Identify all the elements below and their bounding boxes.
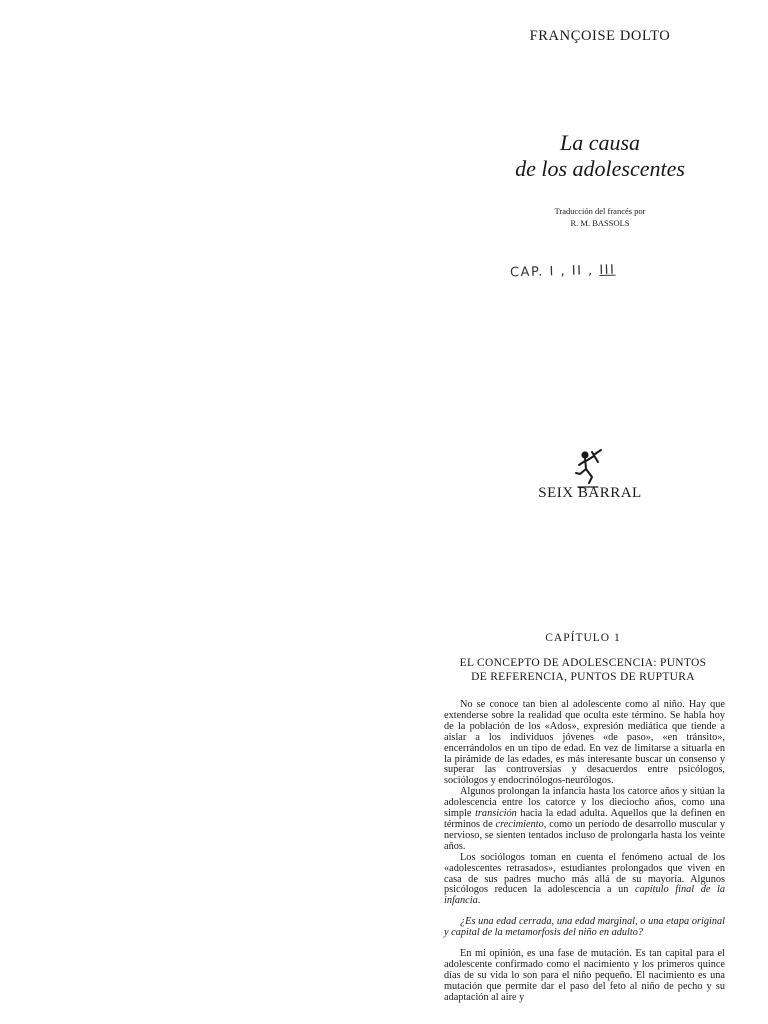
author-name: FRANÇOISE DOLTO bbox=[529, 28, 671, 44]
book-title bbox=[470, 130, 730, 182]
chapter-label: CAPÍTULO 1 bbox=[545, 632, 621, 644]
chapter-title bbox=[440, 656, 726, 684]
paragraph-2-part-c: hacia la edad adulta. Aquellos que la definen en términos de bbox=[444, 808, 726, 830]
translator-name: R. M. BASSOLS bbox=[570, 218, 630, 228]
handwritten-note bbox=[510, 263, 616, 281]
chapter-title-line-1: EL CONCEPTO DE ADOLESCENCIA: PUNTOS bbox=[459, 657, 707, 669]
publisher-name: SEIX BARRAL bbox=[538, 485, 642, 501]
chapter-body bbox=[444, 700, 725, 1004]
paragraph-3 bbox=[444, 853, 725, 908]
chapter-title-line-2: DE REFERENCIA, PUNTOS DE RUPTURA bbox=[471, 671, 695, 683]
paragraph-2-part-a: Algunos prolongan la infancia hasta los catorce años y sitúan la adolescencia entre los catorce y los dieciocho años, como una simple bbox=[444, 786, 725, 820]
handwritten-note-second: II bbox=[571, 263, 583, 279]
paragraph-4: En mi opinión, es una fase de mutación. Es tan capital para el adolescente confirmado como el nacimiento y los primeros quince días de su vida lo son para el niño pequeño. El nacimiento es una mutación que permite dar el paso del feto al niño de pecho y su adaptación al aire y bbox=[444, 948, 725, 1003]
paragraph-3-part-a: Los sociólogos toman en cuenta el fenómeno actual de los «adolescentes retrasados», estudiantes prolongados que viven en casa de sus padres mucho más allá de su mayoría. Algunos psicólogos reducen la adolescencia a un bbox=[444, 851, 725, 896]
book-title-line-2: de los adolescentes bbox=[515, 156, 685, 181]
translation-label: Traducción del francés por bbox=[554, 206, 646, 216]
paragraph-3-part-c: . bbox=[477, 895, 481, 907]
paragraph-1: No se conoce tan bien al adolescente como al niño. Hay que extenderse sobre la realidad que oculta este término. Se habla hoy de la población de los «Ados», expresión mediática que tiende a aislar a los individuos jóvenes «de paso», «en tránsito», encerrándolos en un tipo de edad. En vez de limitarse a situarla en la pirámide de las edades, es más interesante buscar un consenso y superar las controversias y desacuerdos entre psicólogos, sociólogos y endocrinólogos-neurólogos. bbox=[444, 699, 725, 787]
italic-question: ¿Es una edad cerrada, una edad marginal, o una etapa original y capital de la metamorfosis del niño en adulto? bbox=[444, 916, 725, 939]
paragraph-3-emphasis: capítulo final de la infancia bbox=[444, 884, 725, 907]
book-title-line-1: La causa bbox=[559, 130, 641, 155]
paragraph-2 bbox=[444, 787, 725, 852]
translation-credit bbox=[480, 205, 720, 229]
handwritten-note-separator: , bbox=[582, 263, 594, 279]
paragraph-2-part-e: , como un período de desarrollo muscular y nervioso, se sienten tentados incluso de prolongarla hasta los veinte años. bbox=[444, 818, 725, 852]
paragraph-2-emphasis-transicion: transición bbox=[475, 808, 517, 820]
paragraph-2-emphasis-crecimiento: crecimiento bbox=[495, 818, 544, 830]
handwritten-note-third: III bbox=[599, 262, 616, 279]
handwritten-note-prefix: CAP. I , bbox=[509, 263, 567, 281]
